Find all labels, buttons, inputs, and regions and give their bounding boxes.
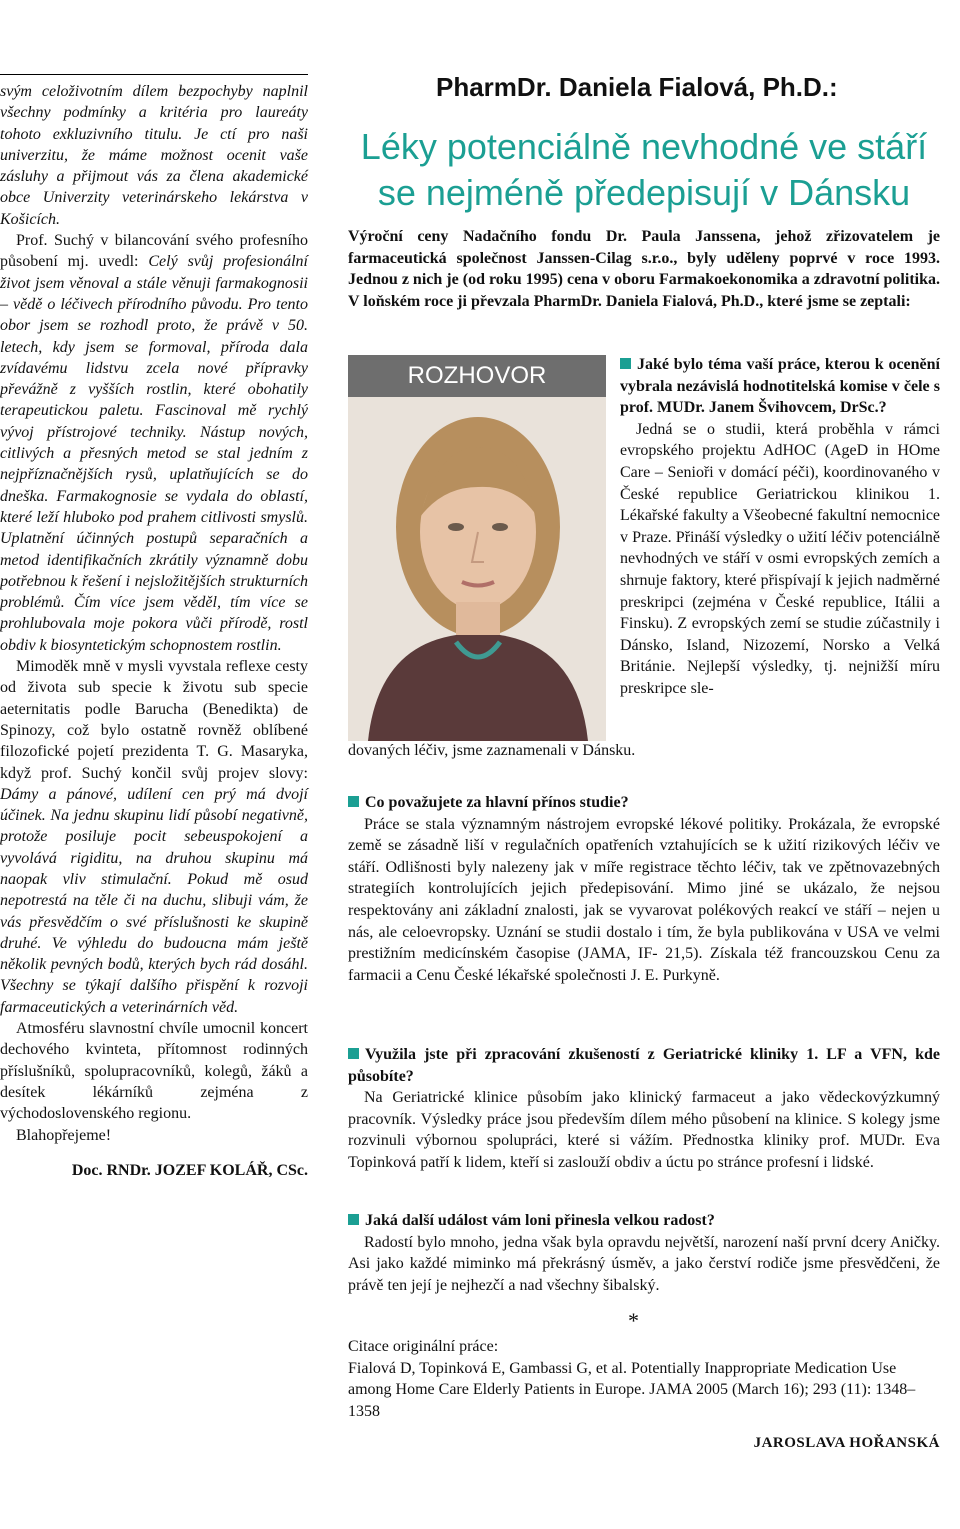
article-lead: Výroční ceny Nadačního fondu Dr. Paula Janssena, jehož zřizovatelem je farmaceutická společnost Janssen-Cilag s.r.o., byly uděleny poprvé v roce 1993. Jednou z nich je (od roku 1995) cena v oboru Farmakoekonomika a zdravotní politika. V loňském roce ji převzala PharmDr. Daniela Fialová, Ph.D., které jsme se zeptali: xyxy=(348,228,940,310)
left-para-2-quote: Celý svůj profesionální život jsem věnoval a stále věnuji farmakognosii – vědě o léčivech přírodního původu. Pro tento obor jsem se rozhodl proto, že právě v 50. letech, kdy jsem se formoval, příroda dala zvídavému lidstvu zcela nové přípravky převážně z vyšších rostlin, které obohatily terapeutickou paletu. Fascinoval mě rychlý vývoj přístrojové techniky. Nástup nových, citlivých a přesných metod se stal jedním z nejpříznačnějších rysů, uplatňujících se do dneška. Farmakognosie se vydala do oblastí, které leží hluboko pod prahem citlivosti smyslů. Uplatnění účinných postupů separačních a metod identifikačních zkrátily významně dobu potřebnou k řešení i nejsložitějších strukturních problémů. Čím více jsem věděl, tím více se prohlubovala moje pokora vůči přírodě, rostl obdiv k biosyntetickým schopnostem rostlin. xyxy=(0,253,308,654)
section-divider-asterisk: * xyxy=(628,1308,639,1333)
citation-label: Citace originální práce: xyxy=(348,1338,499,1355)
article-byline: JAROSLAVA HOŘANSKÁ xyxy=(753,1435,940,1451)
qa-4 xyxy=(348,1210,940,1296)
qa-2 xyxy=(348,792,940,986)
left-para-2-intro: Prof. Suchý v bilancování svého profesního působení mj. uvedl: xyxy=(0,232,308,271)
answer-3: Na Geriatrické klinice působím jako klinický farmaceut a jako vědeckovýzkumný pracovník. Výsledky práce jsou především dílem mého působení na klinice. S kolegy jsme rozvinuli výbornou spolupráci, které si vážím. Přednostka kliniky prof. MUDr. Eva Topinková patří k lidem, kteří si zaslouží obdiv a úctu po stránce profesní i lidské. xyxy=(348,1089,940,1171)
article-author-line: PharmDr. Daniela Fialová, Ph.D.: xyxy=(436,72,838,102)
left-para-3-quote: Dámy a pánové, udílení cen prý má dvojí účinek. Na jednu skupinu lidí působí negativně, protože posiluje pocit sebeuspokojení a vyvolává rigiditu, na druhou skupinu má naopak vliv stimulační. Pokud mě osud nepotrestá na těle či na duchu, slibuji vám, že vás přesvědčím o své příslušnosti ke skupině druhé. Ve výhledu do budoucna mám ještě několik pevných bodů, kterých bych rád dosáhl. Všechny se týkají dalšího přispění k rozvoji farmaceutických a veterinárních věd. xyxy=(0,785,308,1016)
qa-1 xyxy=(620,354,940,700)
left-para-4: Atmosféru slavnostní chvíle umocnil koncert dechového kvinteta, přítomnost rodinných příslušníků, spolupracovníků, kolegů, žáků a desítek lékárníků zejména z východoslovenského regionu. xyxy=(0,1020,308,1123)
qa-3 xyxy=(348,1044,940,1174)
section-label: ROZHOVOR xyxy=(348,355,606,397)
square-bullet-icon xyxy=(620,358,631,369)
portrait-photo xyxy=(348,355,606,741)
left-para-3 xyxy=(0,656,308,1018)
portrait-image xyxy=(348,397,606,741)
question-1-text: Jaké bylo téma vaší práce, kterou k ocenění vybrala nezávislá hodnotitelská komise v čele s prof. MUDr. Janem Švihovcem, DrSc.? xyxy=(620,356,940,417)
square-bullet-icon xyxy=(348,796,359,807)
left-para-3-intro: Mimoděk mně v mysli vyvstala reflexe cesty od života sub specie k životu sub specie aeternitatis podle Barucha (Benedikta) de Spinozy, což bylo ostatně rovněž oblíbené filozofické pojetí prezidenta T. G. Masaryka, když prof. Suchý končil svůj projev slovy: xyxy=(0,658,308,782)
headline-line-1: Léky potenciálně nevhodné ve stáří xyxy=(360,126,928,167)
question-1 xyxy=(620,354,940,419)
square-bullet-icon xyxy=(348,1214,359,1225)
article xyxy=(348,0,940,1529)
answer-1-tail-block xyxy=(348,740,940,762)
answer-2: Práce se stala významným nástrojem evropské lékové politiky. Prokázala, že evropské země se zásadně liší v regulačních opatřeních vztahujících se k užití rizikových léčiv ve stáří. Odlišnosti byly nalezeny jak v míře registrace těchto léčiv, tak ve zpětnovazebných strategiích kontrolujících jejich předepisování. Mimo jiné se ukázalo, že nejsou respektovány ani základní znalosti, jak se vyvarovat polékových reakcí ve stáří – nejen u nás, ale celoevropsky. Uznání se studii dostalo i tím, že byla publikována v USA ve velmi prestižním medicínském časopise (JAMA, IF- 21,5). Získala též francouzskou Cenu za farmacii a Cenu České lékařské společnosti J. E. Purkyně. xyxy=(348,815,940,984)
square-bullet-icon xyxy=(348,1048,359,1059)
question-2-text: Co považujete za hlavní přínos studie? xyxy=(365,794,629,811)
question-3 xyxy=(348,1044,940,1087)
answer-4: Radostí bylo mnoho, jedna však byla opravdu největší, narození naší první dcery Aničky. Asi jako každé miminko má překrásný úsměv, a jako čerství rodiče jsme přesvědčeni, že právě ten její je nejhezčí a nad všechny šibalský. xyxy=(348,1233,940,1294)
question-4 xyxy=(348,1210,940,1232)
left-signature: Doc. RNDr. JOZEF KOLÁŘ, CSc. xyxy=(71,1161,308,1179)
left-para-5: Blahopřejeme! xyxy=(16,1126,112,1144)
citation-text: Fialová D, Topinková E, Gambassi G, et al. Potentially Inappropriate Medication Use among Home Care Elderly Patients in Europe. JAMA 2005 (March 16); 293 (11): 1348–1358 xyxy=(348,1359,916,1420)
question-2 xyxy=(348,792,940,814)
headline-line-2: se nejméně předepisují v Dánsku xyxy=(377,172,911,213)
left-column xyxy=(0,74,308,1181)
question-3-text: Využila jste při zpracování zkušeností z Geriatrické kliniky 1. LF a VFN, kde působíte? xyxy=(348,1046,940,1085)
left-para-1: svým celoživotním dílem bezpochyby naplnil všechny podmínky a kritéria pro laureáty tohoto exkluzivního titulu. Je ctí pro naši univerzitu, že máme možnost ocenit vaše zásluhy a přijmout vás za člena akademické obce Univerzity veterinárskeho lekárstva v Košicích. xyxy=(0,83,308,228)
answer-1-tail: dovaných léčiv, jsme zaznamenali v Dánsku. xyxy=(348,742,636,759)
answer-1: Jedná se o studii, která proběhla v rámci evropského projektu AdHOC (AgeD in HOme Care – Senioři v domácí péči), koordinovaného v České republice Geriatrickou klinikou 1. Lékařské fakulty a Všeobecné fakultní nemocnice v Praze. Přináší výsledky o užití léčiv potenciálně nevhodných ve stáří v osmi evropských zemích a shrnuje faktory, které přispívají k jejich nadměrné preskripci (zejména v České republice, Itálii a Finsku). Z evropských zemí se studie zúčastnily i Dánsko, Island, Nizozemí, Norsko a Velká Británie. Nejlepší výsledky, tj. nejnižší míru preskripce sle- xyxy=(620,420,941,697)
article-headline xyxy=(348,124,940,216)
question-4-text: Jaká další událost vám loni přinesla velkou radost? xyxy=(365,1212,715,1229)
left-para-2 xyxy=(0,230,308,656)
citation-block xyxy=(348,1336,940,1422)
